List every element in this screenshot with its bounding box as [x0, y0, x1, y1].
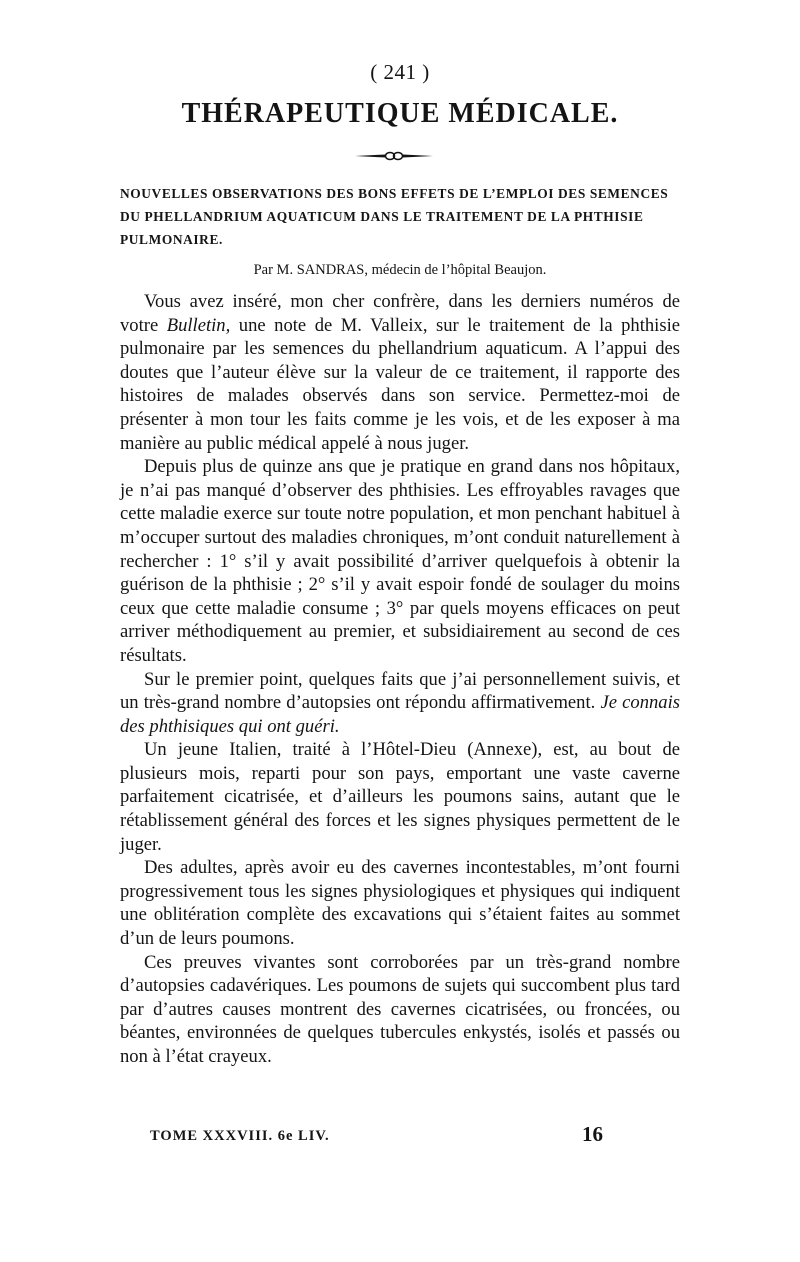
- article-byline: Par M. SANDRAS, médecin de l’hôpital Beaujon.: [253, 262, 547, 278]
- footer-sheet-number: 16: [582, 1122, 603, 1146]
- page-number: ( 241 ): [370, 60, 430, 84]
- footer-signature: TOME XXXVIII. 6e LIV.: [150, 1128, 330, 1144]
- paragraph: Depuis plus de quinze ans que je pratique en grand dans nos hôpitaux, je n’ai pas manqué d’observer des phthisies. Les effroyables ravages que cette maladie exerce sur toute notre population, et mon penchant habituel à m’occuper surtout des maladies chroniques, m’ont conduit naturellement à rechercher : 1° s’il y avait possibilité d’arriver quelquefois à obtenir la guérison de la phthisie ; 2° s’il y avait espoir fondé de soulager du moins ceux que cette maladie consume ; 3° par quels moyens efficaces on peut arriver méthodiquement au premier, et subsidiairement au second de ces résultats.: [120, 456, 680, 666]
- section-title: THÉRAPEUTIQUE MÉDICALE.: [181, 98, 619, 129]
- paragraph: Vous avez inséré, mon cher confrère, dans les derniers numéros de votre Bulletin, une note de M. Valleix, sur le traitement de la phthisie pulmonaire par les semences du phellandrium aquaticum. A l’appui des doutes que l’auteur élève sur la valeur de ce traitement, il rapporte des histoires de malades observés dans son service. Permettez-moi de présenter à mon tour les faits comme je les vois, et de les exposer à ma manière au public médical appelé à nous juger.: [120, 291, 680, 454]
- rule-ornament-icon: [355, 150, 433, 162]
- paragraph: Sur le premier point, quelques faits que j’ai personnellement suivis, et un très-grand nombre d’autopsies ont répondu affirmativement. Je connais des phthisiques qui ont guéri.: [120, 668, 681, 737]
- paragraph: Ces preuves vivantes sont corroborées par un très-grand nombre d’autopsies cadavériques. Les poumons de sujets qui succombent plus tard par d’autres causes montrent des cavernes cicatrisées, ou froncées, ou béantes, environnées de quelques tubercules enkystés, isolés et passés ou non à l’état crayeux.: [120, 951, 680, 1067]
- article-title: NOUVELLES OBSERVATIONS DES BONS EFFETS DE L’EMPLOI DES SEMENCES DU PHELLANDRIUM AQUATICUM DANS LE TRAITEMENT DE LA PHTHISIE PULMONAIRE.: [120, 186, 669, 247]
- paragraph: Un jeune Italien, traité à l’Hôtel-Dieu (Annexe), est, au bout de plusieurs mois, reparti pour son pays, emportant une vaste caverne parfaitement cicatrisée, et d’ailleurs les poumons sains, autant que le rétablissement général des forces et les signes physiques permettent de le juger.: [120, 739, 680, 855]
- paragraph: Des adultes, après avoir eu des cavernes incontestables, m’ont fourni progressivement tous les signes physiologiques et physiques qui indiquent une oblitération complète des excavations qui s’étaient faites au sommet d’un de leurs poumons.: [120, 857, 680, 950]
- article-body: [120, 290, 680, 1069]
